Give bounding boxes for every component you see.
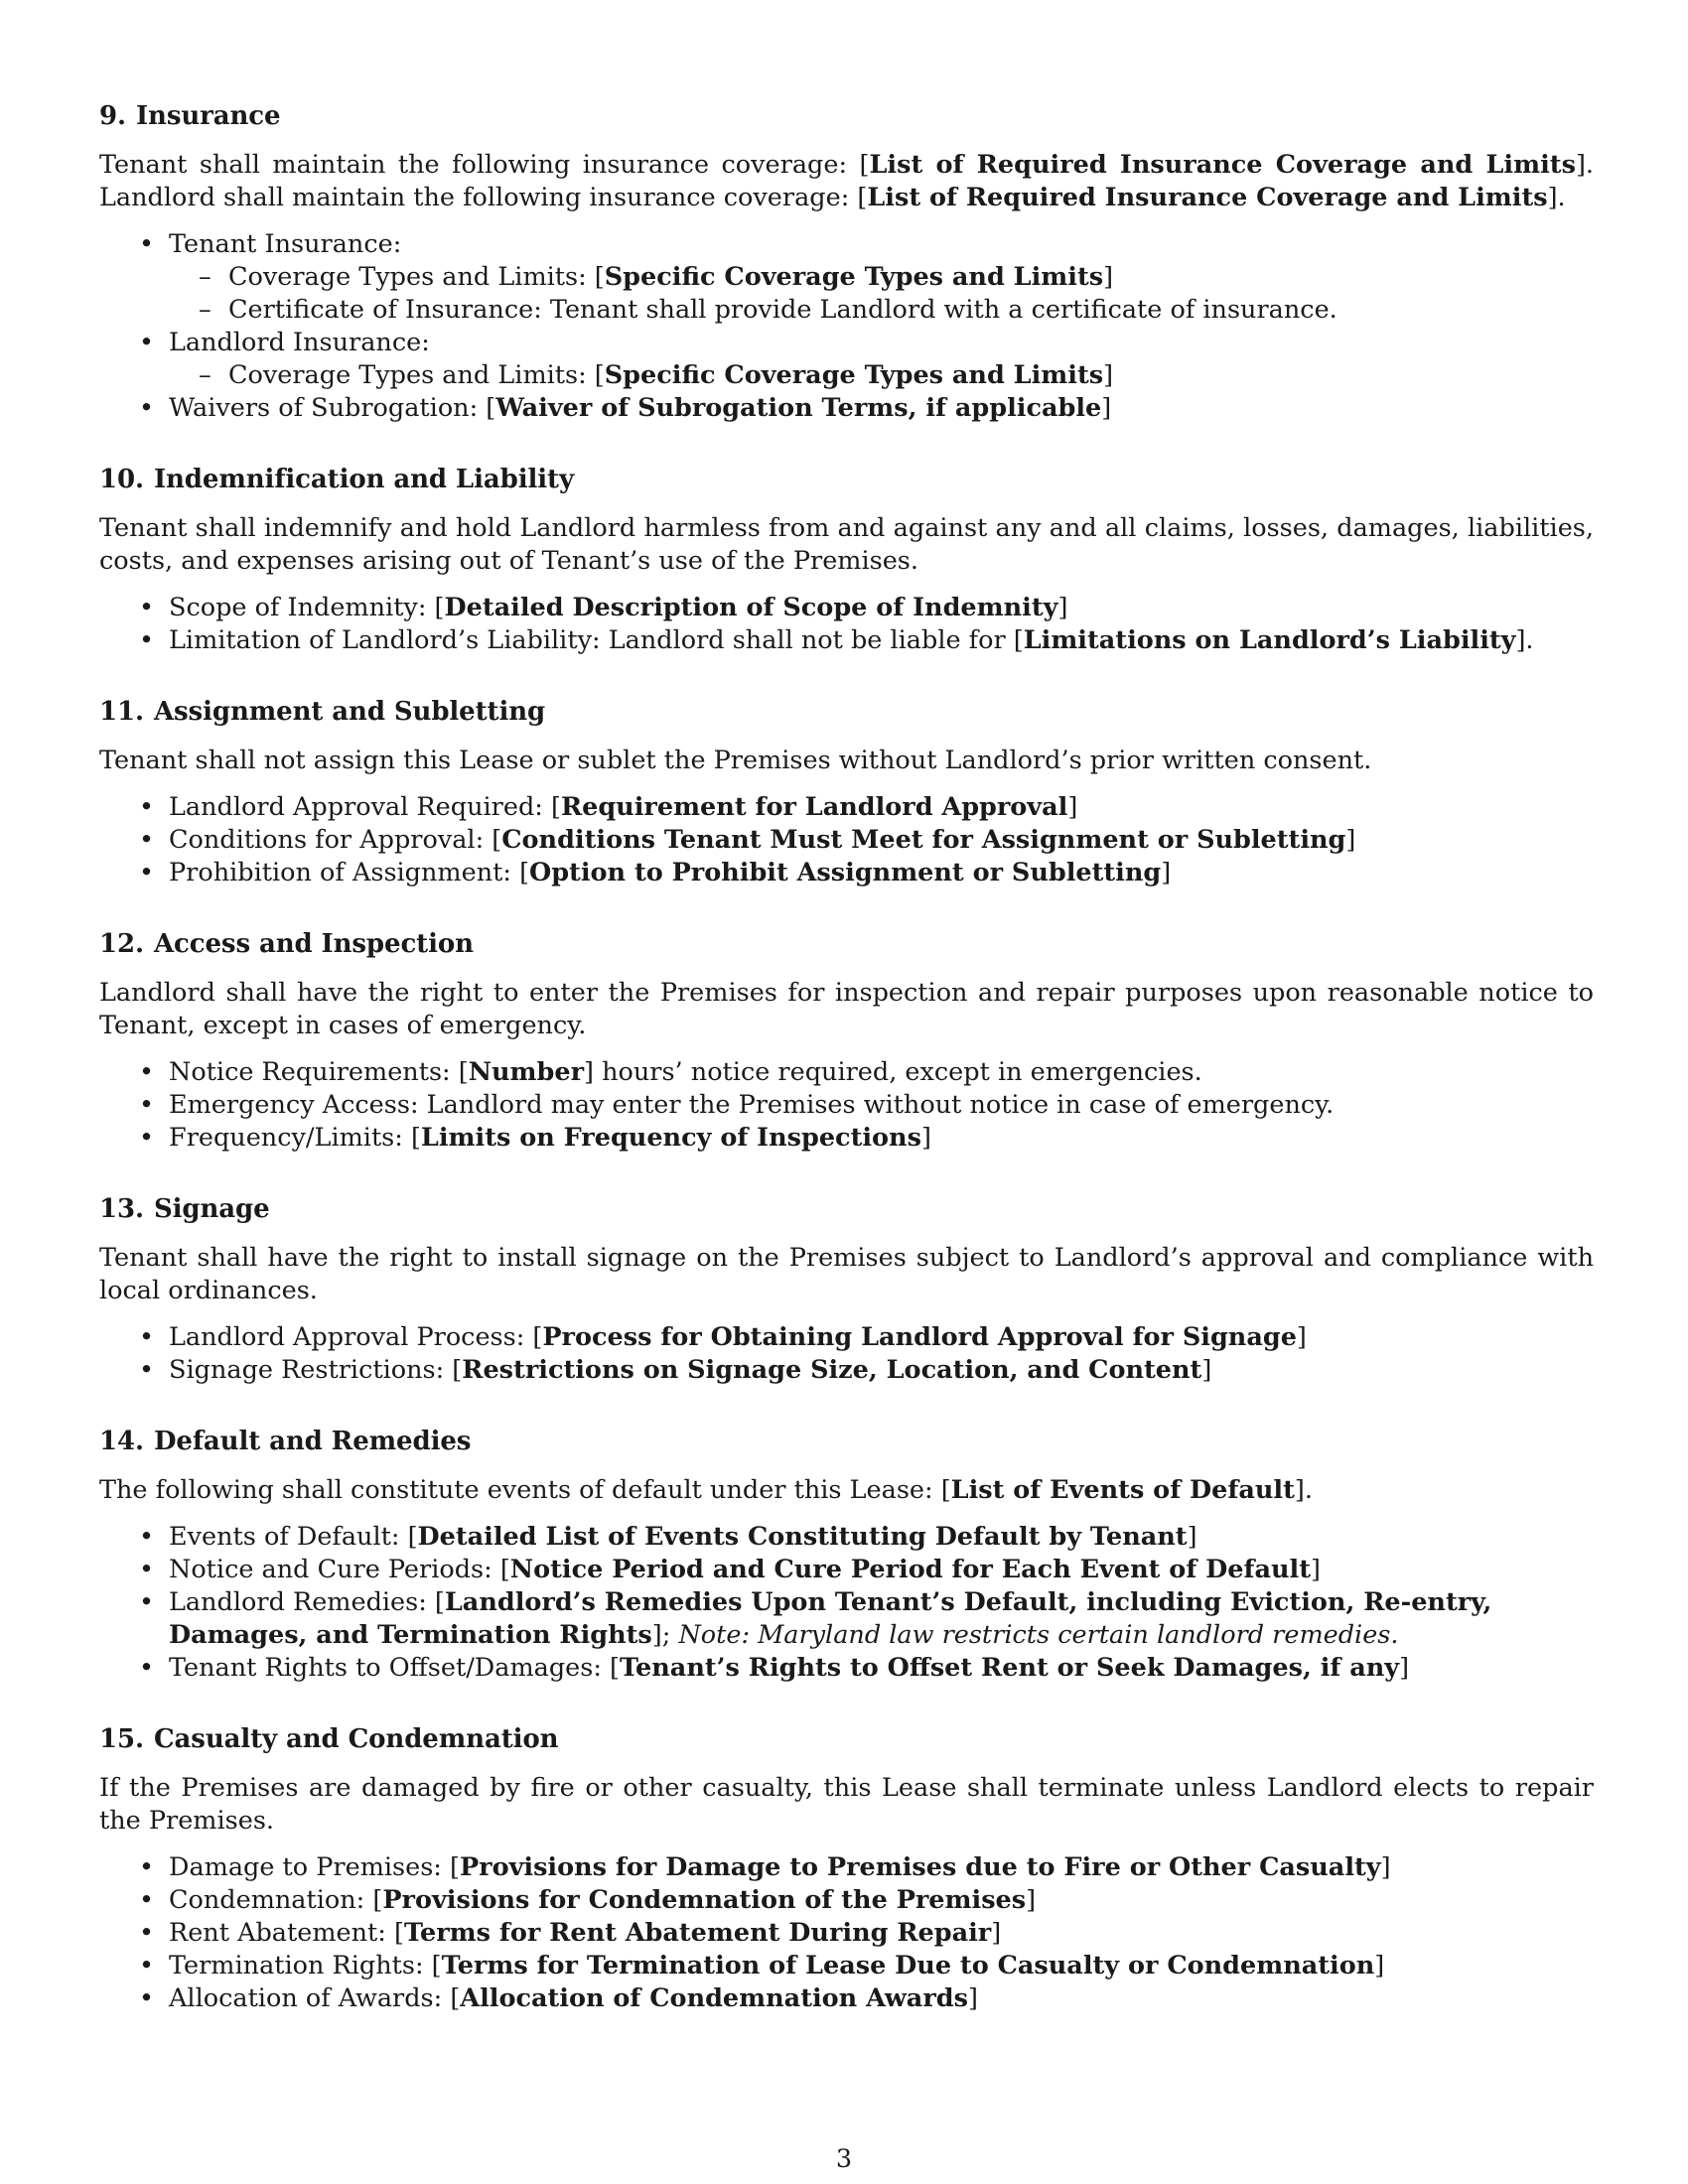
section-signage — [99, 1192, 1594, 1387]
list-item: • Landlord Approval Process: [Process for Obtaining Landlord Approval for Signage] — [99, 1321, 1594, 1354]
list-item: • Landlord Approval Required: [Requirement for Landlord Approval] — [99, 791, 1594, 824]
list-item: • Allocation of Awards: [Allocation of Condemnation Awards] — [99, 1982, 1594, 2015]
list-item: • Tenant Rights to Offset/Damages: [Tenant’s Rights to Offset Rent or Seek Damages, if any] — [99, 1652, 1594, 1685]
list-item: • Events of Default: [Detailed List of Events Constituting Default by Tenant] — [99, 1521, 1594, 1554]
list-item: • Damage to Premises: [Provisions for Damage to Premises due to Fire or Other Casualty] — [99, 1851, 1594, 1884]
bullet-list — [99, 1851, 1594, 2015]
section-heading: 11. Assignment and Subletting — [99, 697, 546, 727]
section-paragraph: Tenant shall have the right to install signage on the Premises subject to Landlord’s approval and compliance with local ordinances. — [99, 1243, 1594, 1305]
section-heading: 12. Access and Inspection — [99, 929, 474, 959]
section-heading: 15. Casualty and Condemnation — [99, 1724, 559, 1754]
page-number: 3 — [835, 2144, 853, 2174]
bullet-list — [99, 1321, 1594, 1387]
section-indemnification — [99, 463, 1594, 657]
list-item: • Notice and Cure Periods: [Notice Period and Cure Period for Each Event of Default] — [99, 1554, 1594, 1586]
bullet-list — [99, 1521, 1594, 1685]
bullet-list — [99, 791, 1594, 889]
list-item: • Prohibition of Assignment: [Option to Prohibit Assignment or Subletting] — [99, 857, 1594, 889]
list-item: • Waivers of Subrogation: [Waiver of Subrogation Terms, if applicable] — [99, 392, 1594, 425]
section-default — [99, 1425, 1594, 1685]
list-item: • Condemnation: [Provisions for Condemnation of the Premises] — [99, 1884, 1594, 1917]
list-item: • Conditions for Approval: [Conditions Tenant Must Meet for Assignment or Subletting] — [99, 824, 1594, 857]
list-item: • Landlord Remedies: [Landlord’s Remedies Upon Tenant’s Default, including Eviction, Re-entry, Damages, and Termination Rights]; Note: Maryland law restricts certain landlord remedies. — [99, 1586, 1594, 1652]
section-paragraph: Tenant shall indemnify and hold Landlord harmless from and against any and all claims, losses, damages, liabilities, costs, and expenses arising out of Tenant’s use of the Premises. — [99, 513, 1594, 576]
list-item: • Limitation of Landlord’s Liability: Landlord shall not be liable for [Limitations on Landlord’s Liability]. — [99, 624, 1594, 657]
section-heading: 14. Default and Remedies — [99, 1427, 472, 1456]
list-item: • Notice Requirements: [Number] hours’ notice required, except in emergencies. — [99, 1056, 1594, 1089]
section-paragraph: Tenant shall not assign this Lease or sublet the Premises without Landlord’s prior written consent. — [99, 746, 1372, 775]
sub-list-item: – Coverage Types and Limits: [Specific Coverage Types and Limits] — [99, 359, 1594, 392]
section-paragraph: If the Premises are damaged by fire or other casualty, this Lease shall terminate unless Landlord elects to repair the Premises. — [99, 1773, 1594, 1836]
list-item: • Frequency/Limits: [Limits on Frequency of Inspections] — [99, 1122, 1594, 1155]
list-item: • Termination Rights: [Terms for Termination of Lease Due to Casualty or Condemnation] — [99, 1950, 1594, 1982]
sub-list-item: – Coverage Types and Limits: [Specific Coverage Types and Limits] — [99, 261, 1594, 294]
section-casualty — [99, 1722, 1594, 2015]
section-insurance — [99, 99, 1594, 425]
bullet-list — [99, 228, 1594, 425]
section-heading: 10. Indemnification and Liability — [99, 465, 574, 494]
bullet-list — [99, 1056, 1594, 1155]
section-assignment — [99, 695, 1594, 889]
section-heading: 13. Signage — [99, 1194, 270, 1224]
list-item: • Landlord Insurance: — [99, 327, 1594, 359]
section-paragraph: The following shall constitute events of default under this Lease: [List of Events of Default]. — [99, 1475, 1313, 1505]
section-paragraph: Landlord shall have the right to enter the Premises for inspection and repair purposes upon reasonable notice to Tenant, except in cases of emergency. — [99, 978, 1594, 1040]
section-heading: 9. Insurance — [99, 101, 281, 131]
bullet-list — [99, 592, 1594, 657]
section-paragraph: Tenant shall maintain the following insurance coverage: [List of Required Insurance Coverage and Limits]. Landlord shall maintain the following insurance coverage: [List of Required Insurance Coverage and Limits]. — [99, 150, 1594, 212]
list-item: • Signage Restrictions: [Restrictions on Signage Size, Location, and Content] — [99, 1354, 1594, 1387]
list-item: • Scope of Indemnity: [Detailed Description of Scope of Indemnity] — [99, 592, 1594, 624]
section-access — [99, 927, 1594, 1155]
sub-list-item: – Certificate of Insurance: Tenant shall provide Landlord with a certificate of insurance. — [99, 294, 1594, 327]
list-item: • Tenant Insurance: — [99, 228, 1594, 261]
document-page — [99, 99, 1594, 2053]
list-item: • Emergency Access: Landlord may enter the Premises without notice in case of emergency. — [99, 1089, 1594, 1122]
list-item: • Rent Abatement: [Terms for Rent Abatement During Repair] — [99, 1917, 1594, 1950]
